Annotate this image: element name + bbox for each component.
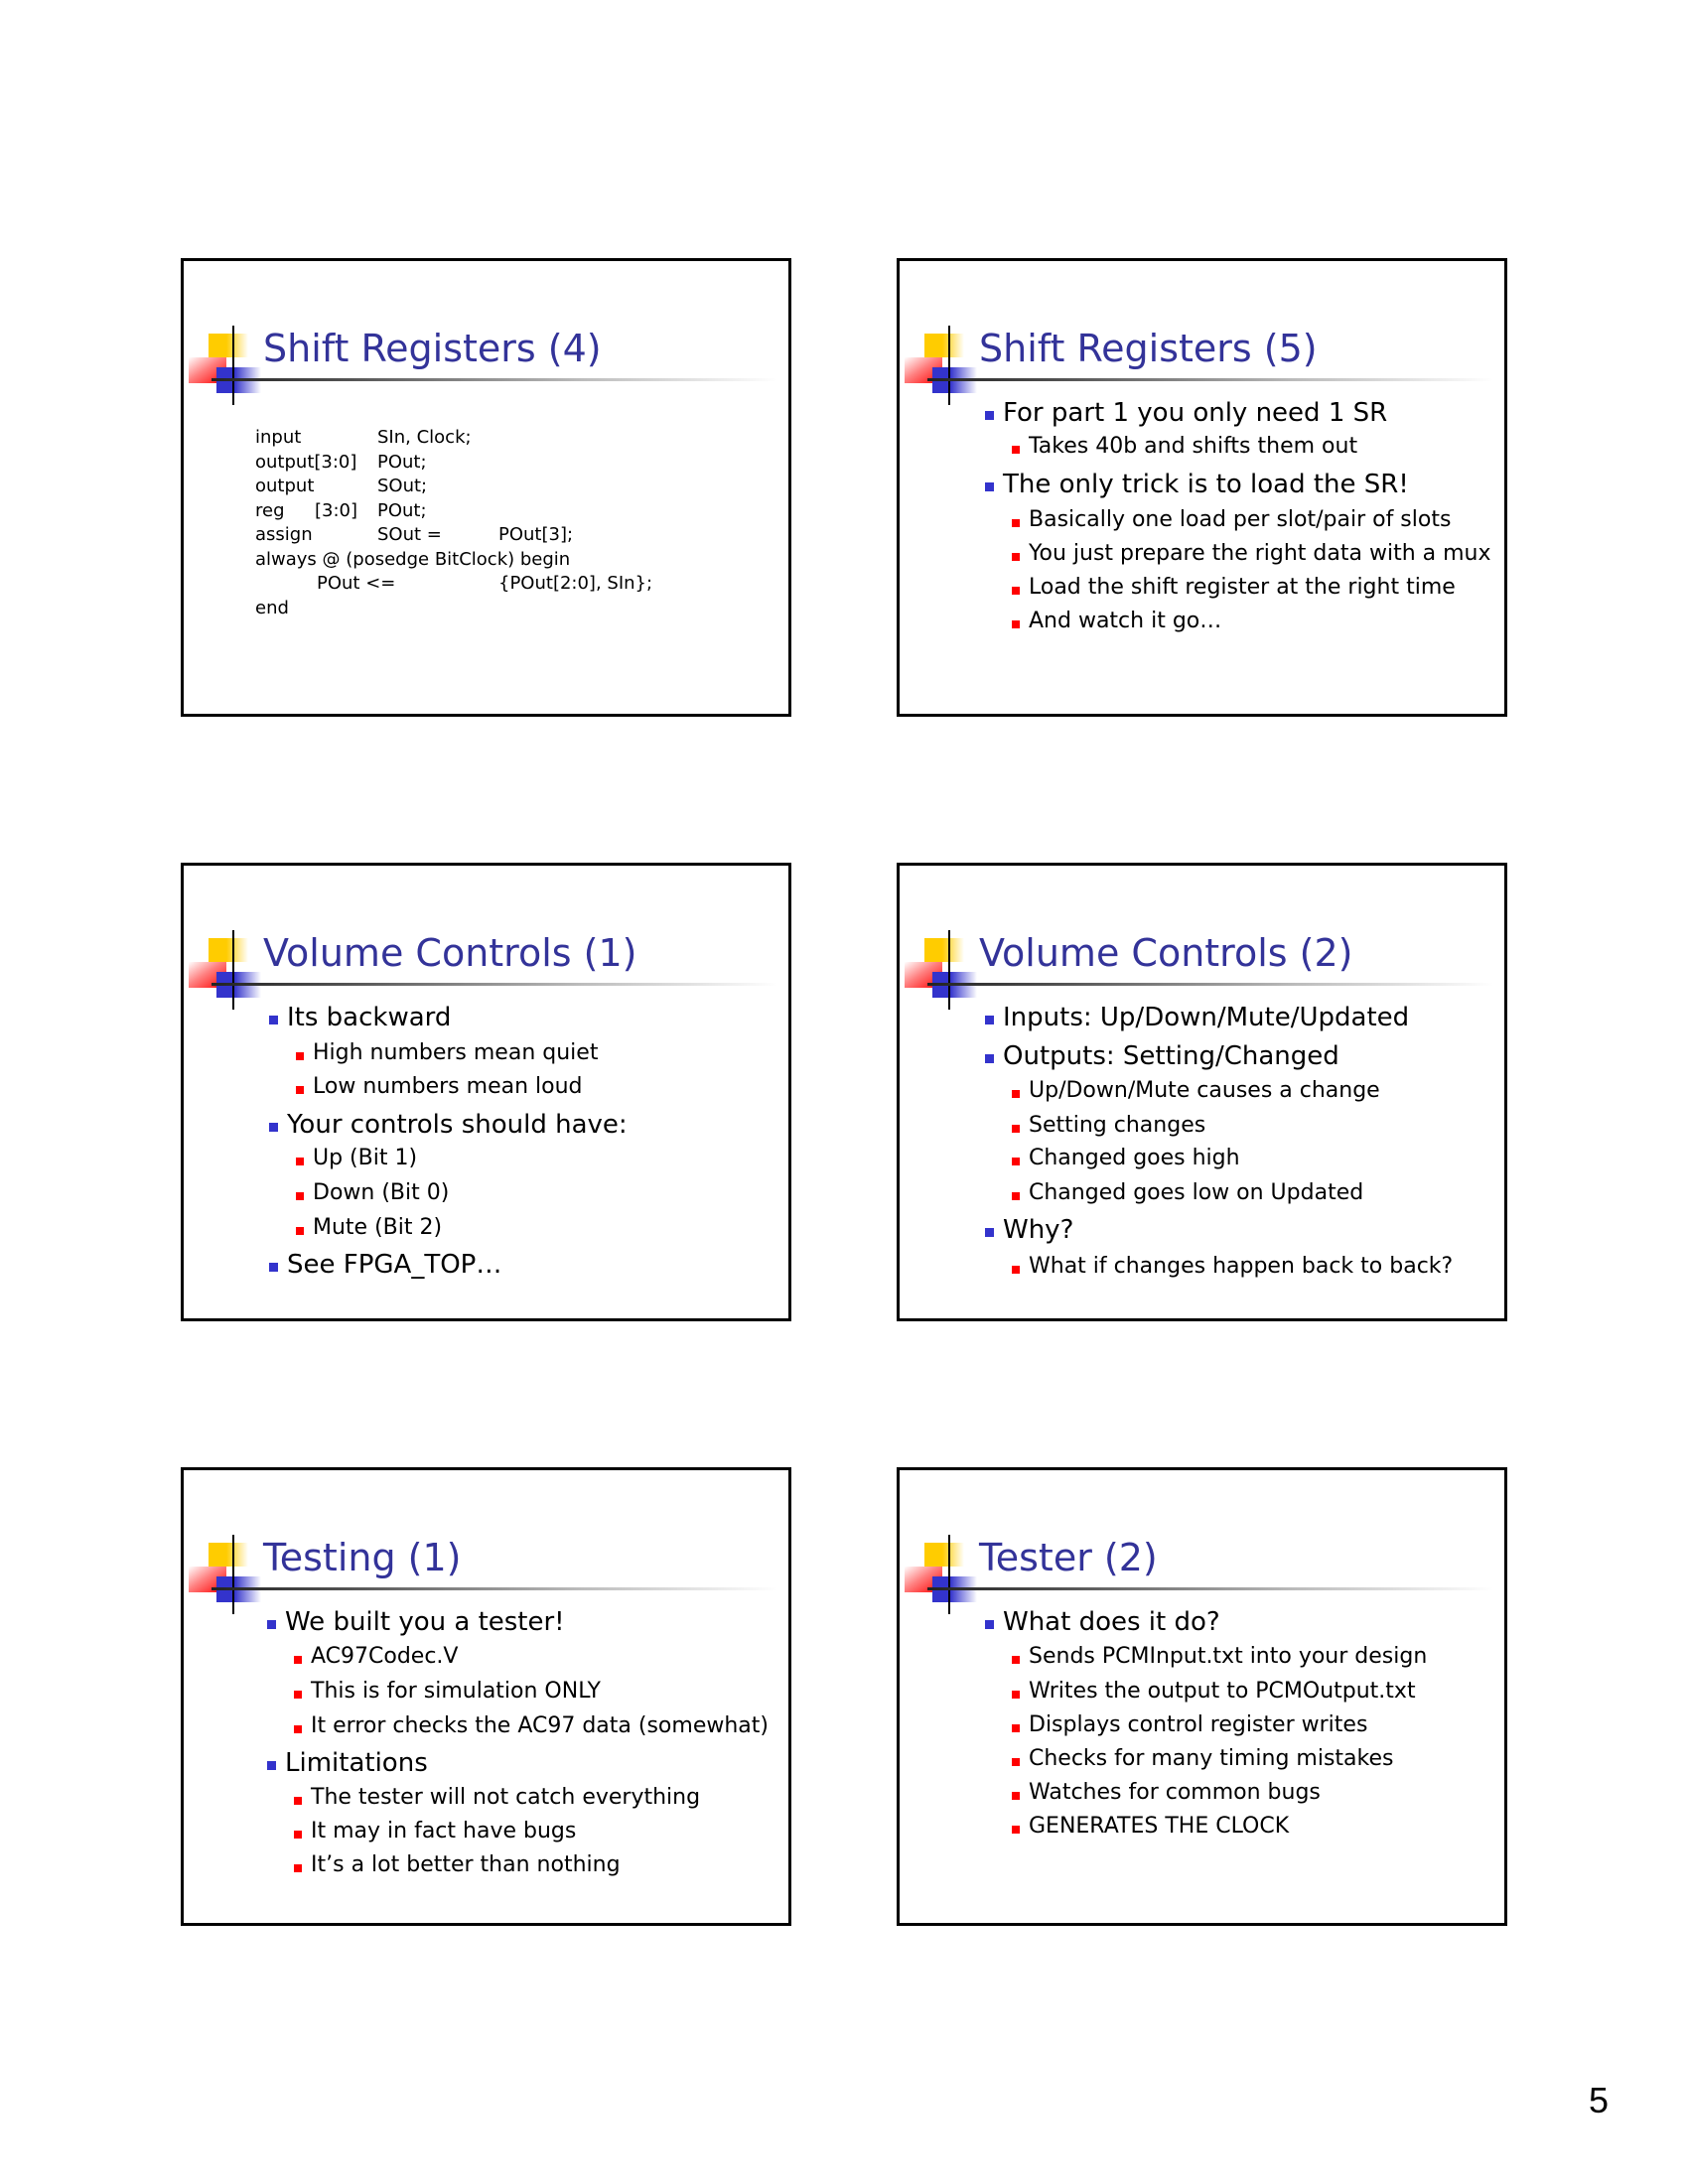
bullet-item <box>1003 1002 1409 1033</box>
bullet-square-icon <box>269 1123 278 1132</box>
bullet-square-icon <box>296 1086 304 1094</box>
code-operand: SOut; <box>377 476 428 496</box>
bullet-square-icon <box>294 1831 302 1839</box>
bullet-item <box>287 1109 628 1141</box>
sub-bullet-item <box>311 1643 458 1671</box>
bullet-text: Setting changes <box>1029 1113 1206 1138</box>
slide-volume-controls-2 <box>897 863 1507 1321</box>
sub-bullet-item <box>1029 540 1491 568</box>
sub-bullet-item <box>1029 1112 1205 1140</box>
bullet-text: Low numbers mean loud <box>313 1074 583 1099</box>
bullet-list <box>900 1470 1504 1923</box>
bullet-text: Takes 40b and shifts them out <box>1029 434 1358 459</box>
bullet-text: The tester will not catch everything <box>311 1785 701 1810</box>
bullet-text: Down (Bit 0) <box>313 1180 450 1205</box>
bullet-square-icon <box>1012 1192 1020 1200</box>
bullet-square-icon <box>1012 1792 1020 1800</box>
sub-bullet-item <box>1029 574 1456 602</box>
sub-bullet-item <box>313 1073 583 1101</box>
bullet-square-icon <box>296 1052 304 1060</box>
bullet-text: See FPGA_TOP… <box>287 1250 502 1280</box>
bullet-square-icon <box>294 1656 302 1664</box>
bullet-item <box>1003 469 1409 500</box>
page-number: 5 <box>1589 2080 1610 2120</box>
bullet-text: Up/Down/Mute causes a change <box>1029 1078 1380 1103</box>
code-keyword: output <box>255 476 315 496</box>
bullet-text: Displays control register writes <box>1029 1712 1368 1737</box>
sub-bullet-item <box>1029 1779 1321 1807</box>
bullet-square-icon <box>985 1228 994 1237</box>
sub-bullet-item <box>313 1039 598 1067</box>
bullet-square-icon <box>269 1263 278 1272</box>
code-keyword: always @ (posedge BitClock) begin <box>255 548 571 570</box>
bullet-item <box>1003 397 1387 429</box>
code-keyword: assign <box>255 524 313 545</box>
bullet-square-icon <box>267 1620 276 1629</box>
bullet-text: Watches for common bugs <box>1029 1780 1321 1805</box>
bullet-text: Its backward <box>287 1003 452 1032</box>
bullet-square-icon <box>1012 1125 1020 1133</box>
bullet-square-icon <box>1012 1758 1020 1766</box>
bullet-square-icon <box>1012 1656 1020 1664</box>
sub-bullet-item <box>311 1678 601 1706</box>
bullet-square-icon <box>985 1016 994 1024</box>
bullet-text: And watch it go… <box>1029 609 1222 633</box>
bullet-item <box>1003 1606 1220 1638</box>
sub-bullet-item <box>1029 1745 1394 1773</box>
sub-bullet-item <box>1029 506 1451 534</box>
sub-bullet-item <box>1029 433 1357 461</box>
bullet-square-icon <box>1012 1158 1020 1165</box>
slide-logo-icon <box>184 261 263 410</box>
sub-bullet-item <box>1029 1077 1380 1105</box>
bullet-text: Load the shift register at the right time <box>1029 575 1456 600</box>
slide-volume-controls-1 <box>181 863 791 1321</box>
slide-title: Shift Registers (5) <box>979 327 1318 370</box>
bullet-square-icon <box>985 482 994 491</box>
slide-testing-1 <box>181 1467 791 1926</box>
code-operand: POut <= <box>317 573 396 594</box>
bullet-square-icon <box>1012 620 1020 628</box>
bullet-text: Basically one load per slot/pair of slots <box>1029 507 1452 532</box>
bullet-text: GENERATES THE CLOCK <box>1029 1814 1290 1839</box>
bullet-square-icon <box>1012 1090 1020 1098</box>
bullet-text: Inputs: Up/Down/Mute/Updated <box>1003 1003 1410 1032</box>
bullet-text: What does it do? <box>1003 1607 1220 1637</box>
bullet-item <box>287 1249 501 1281</box>
bullet-item <box>285 1606 565 1638</box>
bullet-text: Writes the output to PCMOutput.txt <box>1029 1679 1416 1704</box>
bullet-square-icon <box>1012 1826 1020 1834</box>
sub-bullet-item <box>1029 1678 1416 1706</box>
bullet-text: Outputs: Setting/Changed <box>1003 1041 1339 1071</box>
sub-bullet-item <box>313 1214 442 1242</box>
code-value: {POut[2:0], SIn}; <box>498 573 653 594</box>
code-operand: SIn, Clock; <box>377 427 472 448</box>
bullet-text: We built you a tester! <box>285 1607 565 1637</box>
slide-title: Tester (2) <box>979 1536 1158 1579</box>
title-underline <box>211 378 777 381</box>
sub-bullet-item <box>1029 1253 1453 1281</box>
bullet-text: Your controls should have: <box>287 1110 628 1140</box>
bullet-square-icon <box>1012 1724 1020 1732</box>
bullet-item <box>285 1747 428 1779</box>
bullet-text: Why? <box>1003 1215 1074 1245</box>
bullet-list <box>900 261 1504 714</box>
bullet-item <box>1003 1214 1073 1246</box>
bullet-square-icon <box>1012 587 1020 595</box>
bullet-square-icon <box>296 1158 304 1165</box>
bullet-text: Limitations <box>285 1748 428 1778</box>
bullet-square-icon <box>1012 446 1020 454</box>
slide-tester-2 <box>897 1467 1507 1926</box>
bullet-text: It error checks the AC97 data (somewhat) <box>311 1713 769 1738</box>
bullet-text: You just prepare the right data with a mux <box>1029 541 1491 566</box>
bullet-square-icon <box>1012 553 1020 561</box>
bullet-list <box>184 866 788 1318</box>
slide-title: Volume Controls (1) <box>263 931 637 975</box>
bullet-text: For part 1 you only need 1 SR <box>1003 398 1388 428</box>
bullet-list <box>184 1470 788 1923</box>
bullet-text: Sends PCMInput.txt into your design <box>1029 1644 1428 1669</box>
slide-shift-registers-5 <box>897 258 1507 717</box>
sub-bullet-item <box>1029 608 1221 635</box>
bullet-text: Mute (Bit 2) <box>313 1215 443 1240</box>
bullet-text: Changed goes low on Updated <box>1029 1180 1364 1205</box>
sub-bullet-item <box>1029 1145 1240 1172</box>
bullet-text: High numbers mean quiet <box>313 1040 599 1065</box>
bullet-square-icon <box>985 1054 994 1063</box>
bullet-text: This is for simulation ONLY <box>311 1679 601 1704</box>
slide-title: Testing (1) <box>263 1536 462 1579</box>
bullet-square-icon <box>296 1192 304 1200</box>
slide-title: Volume Controls (2) <box>979 931 1353 975</box>
bullet-square-icon <box>269 1016 278 1024</box>
sub-bullet-item <box>311 1712 769 1740</box>
code-operand: SOut = <box>377 524 442 545</box>
code-operand: POut; <box>377 499 427 521</box>
bullet-text: Up (Bit 1) <box>313 1146 418 1170</box>
bullet-square-icon <box>1012 1691 1020 1699</box>
sub-bullet-item <box>1029 1711 1367 1739</box>
bullet-text: It’s a lot better than nothing <box>311 1852 621 1877</box>
bullet-square-icon <box>296 1227 304 1235</box>
slide-shift-registers-4 <box>181 258 791 717</box>
code-keyword: reg <box>255 499 285 521</box>
bullet-item <box>287 1002 451 1033</box>
code-value: POut[3]; <box>498 524 574 545</box>
sub-bullet-item <box>311 1818 576 1845</box>
code-keyword: output[3:0] <box>255 451 357 473</box>
sub-bullet-item <box>311 1851 621 1879</box>
sub-bullet-item <box>1029 1179 1363 1207</box>
bullet-square-icon <box>294 1691 302 1699</box>
bullet-square-icon <box>294 1864 302 1872</box>
sub-bullet-item <box>313 1179 449 1207</box>
bullet-square-icon <box>294 1797 302 1805</box>
bullet-square-icon <box>985 411 994 420</box>
bullet-square-icon <box>267 1761 276 1770</box>
slide-title: Shift Registers (4) <box>263 327 602 370</box>
bullet-square-icon <box>294 1725 302 1733</box>
bullet-text: Changed goes high <box>1029 1146 1240 1170</box>
bullet-list <box>900 866 1504 1318</box>
code-keyword: end <box>255 597 289 618</box>
code-range: [3:0] <box>315 499 358 521</box>
sub-bullet-item <box>1029 1643 1427 1671</box>
bullet-text: The only trick is to load the SR! <box>1003 470 1409 499</box>
bullet-square-icon <box>1012 1266 1020 1274</box>
bullet-text: It may in fact have bugs <box>311 1819 577 1843</box>
bullet-text: Checks for many timing mistakes <box>1029 1746 1394 1771</box>
bullet-text: What if changes happen back to back? <box>1029 1254 1454 1279</box>
sub-bullet-item <box>311 1784 700 1812</box>
bullet-item <box>1003 1040 1339 1072</box>
bullet-square-icon <box>985 1620 994 1629</box>
sub-bullet-item <box>1029 1813 1289 1841</box>
code-operand: POut; <box>377 451 427 473</box>
sub-bullet-item <box>313 1145 417 1172</box>
code-keyword: input <box>255 427 302 448</box>
bullet-square-icon <box>1012 519 1020 527</box>
bullet-text: AC97Codec.V <box>311 1644 459 1669</box>
